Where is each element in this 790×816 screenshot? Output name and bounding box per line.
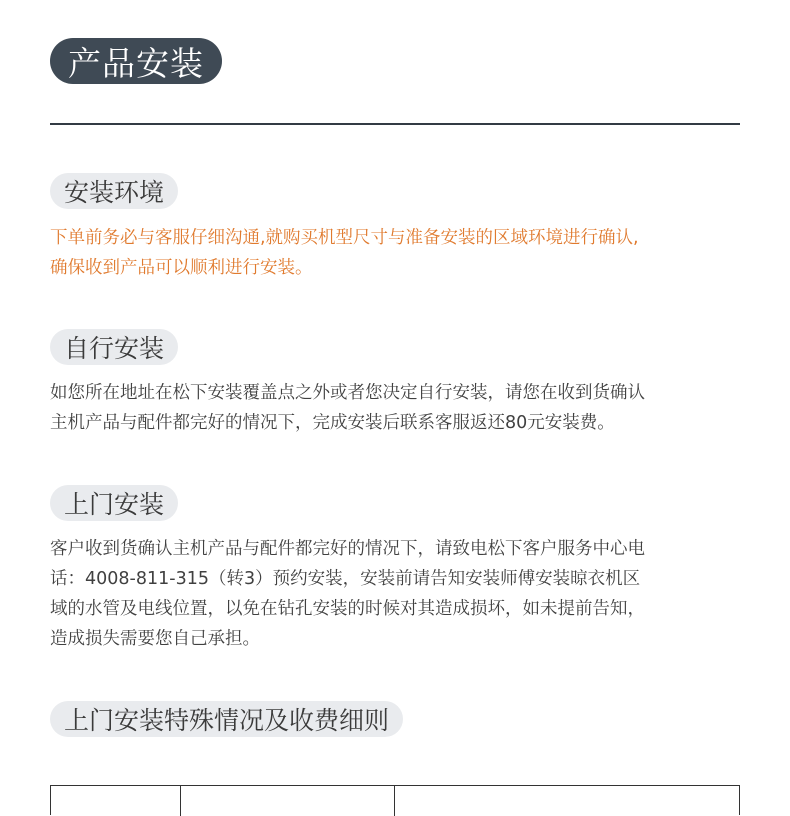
body-line: 域的水管及电线位置，以免在钻孔安装的时候对其造成损坏，如未提前告知， bbox=[50, 599, 645, 619]
table-column-divider bbox=[180, 786, 181, 816]
section-title: 上门安装特殊情况及收费细则 bbox=[64, 706, 390, 735]
section-heading-install-environment bbox=[50, 173, 178, 209]
section-body-self-install bbox=[50, 378, 750, 438]
table-column-divider bbox=[394, 786, 395, 816]
body-line: 下单前务必与客服仔细沟通,就购买机型尺寸与准备安装的区域环境进行确认, bbox=[50, 228, 639, 248]
section-heading-onsite-install bbox=[50, 485, 178, 521]
section-heading-self-install bbox=[50, 329, 178, 365]
body-line: 如您所在地址在松下安装覆盖点之外或者您决定自行安装，请您在收到货确认 bbox=[50, 383, 645, 403]
section-body-onsite-install bbox=[50, 534, 750, 654]
page-title: 产品安装 bbox=[68, 43, 204, 83]
body-line: 造成损失需要您自己承担。 bbox=[50, 629, 260, 649]
page-title-badge bbox=[50, 38, 222, 84]
fee-table bbox=[50, 785, 740, 815]
section-body-install-environment bbox=[50, 223, 750, 283]
body-line: 话：4008-811-315（转3）预约安装，安装前请告知安装师傅安装晾衣机区 bbox=[50, 569, 641, 589]
section-title: 自行安装 bbox=[64, 334, 165, 363]
header-divider bbox=[50, 123, 740, 125]
section-title: 安装环境 bbox=[64, 178, 165, 207]
body-line: 主机产品与配件都完好的情况下，完成安装后联系客服返还80元安装费。 bbox=[50, 413, 615, 433]
section-heading-fee-details bbox=[50, 701, 403, 737]
section-title: 上门安装 bbox=[64, 490, 165, 519]
body-line: 确保收到产品可以顺利进行安装。 bbox=[50, 258, 313, 278]
body-line: 客户收到货确认主机产品与配件都完好的情况下，请致电松下客户服务中心电 bbox=[50, 539, 645, 559]
